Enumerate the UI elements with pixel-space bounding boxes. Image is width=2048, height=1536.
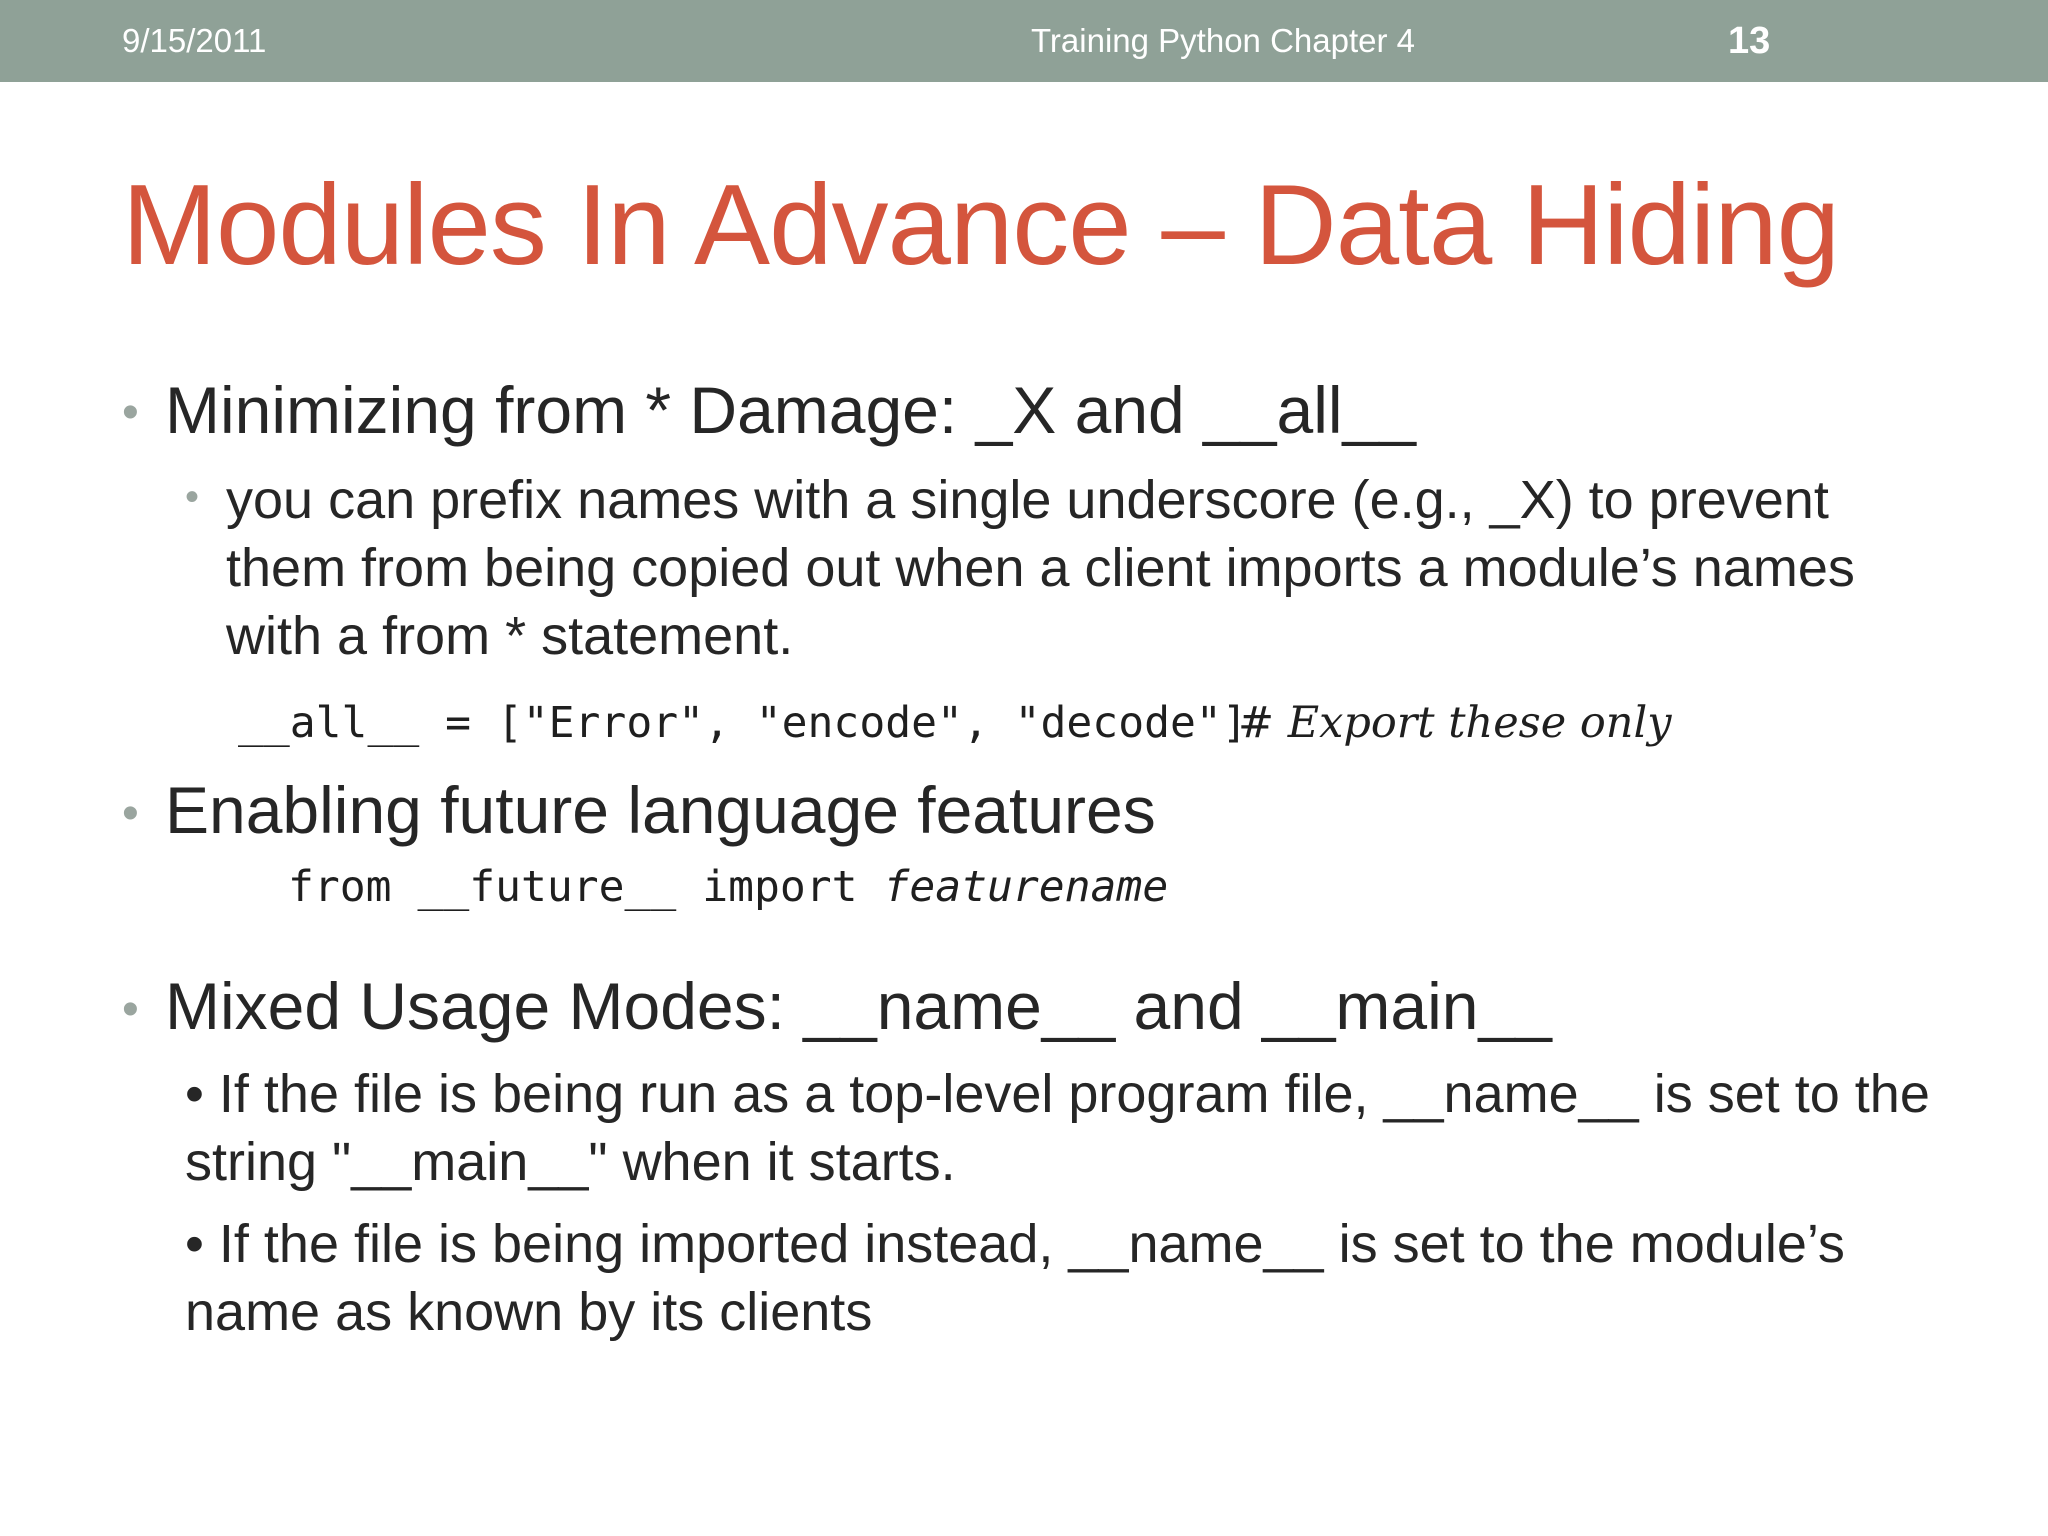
code-future-import xyxy=(288,862,1168,912)
header-date: 9/15/2011 xyxy=(122,22,267,59)
sub-item-imported: • If the file is being imported instead, __name__ is set to the module’s name as known by its clients xyxy=(185,1214,1845,1342)
bullet-mixed-usage: Mixed Usage Modes: __name__ and __main__ xyxy=(165,969,1552,1043)
slide-title: Modules In Advance – Data Hiding xyxy=(122,162,1840,289)
header-title: Training Python Chapter 4 xyxy=(1031,22,1415,59)
bullet-dot: • xyxy=(122,787,139,840)
slide-header xyxy=(0,0,2048,82)
bullet-dot: • xyxy=(122,983,139,1036)
code-comment-export: # Export these only xyxy=(1238,698,1672,748)
bullet-minimizing: Minimizing from * Damage: _X and __all__ xyxy=(165,373,1416,447)
sub-bullet-underscore-prefix: you can prefix names with a single underscore (e.g., _X) to prevent them from being copied out when a client imports a module’s names with a from * statement. xyxy=(226,470,1855,666)
page-number: 13 xyxy=(1728,20,1771,62)
sub-item-run-as-program: • If the file is being run as a top-level program file, __name__ is set to the string "__main__" when it starts. xyxy=(185,1064,1930,1192)
code-future-import-prefix: from __future__ import xyxy=(288,862,858,912)
code-featurename: featurename xyxy=(883,862,1169,912)
bullet-future-features: Enabling future language features xyxy=(165,773,1156,847)
sub-bullet-dot: • xyxy=(185,475,200,519)
code-all-assignment: __all__ = ["Error", "encode", "decode"] xyxy=(238,698,1248,748)
bullet-dot: • xyxy=(122,386,139,439)
